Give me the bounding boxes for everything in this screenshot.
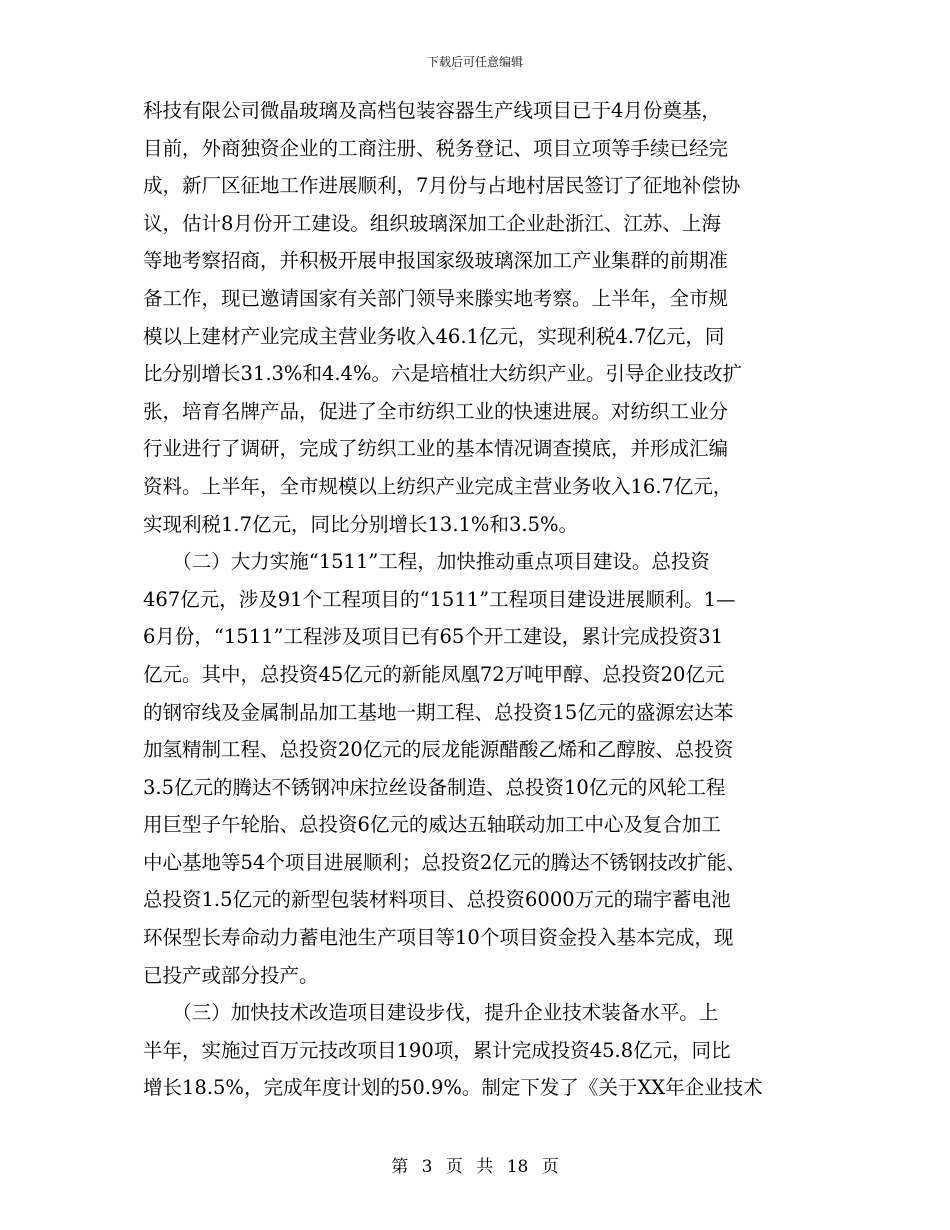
header-note: 下载后可任意编辑	[426, 55, 523, 69]
text-line: 议，估计8月份开工建设。组织玻璃深加工企业赴浙江、江苏、上海	[143, 211, 721, 235]
text-line: 备工作，现已邀请国家有关部门领导来滕实地考察。上半年，全市规	[143, 286, 729, 310]
text-line: 6月份，“1511”工程涉及项目已有65个开工建设，累计完成投资31	[143, 625, 724, 649]
footer-prefix: 第	[391, 1157, 409, 1177]
text-line: 实现利税1.7亿元，同比分别增长13.1%和3.5%。	[143, 512, 578, 536]
page-number-footer	[0, 1152, 950, 1177]
text-line: 半年，实施过百万元技改项目190项，累计完成投资45.8亿元，同比	[143, 1038, 731, 1062]
total-page-count: 18	[506, 1157, 529, 1177]
paragraph-start-line: （三）加快技术改造项目建设步伐，提升企业技术装备水平。上	[143, 1001, 719, 1025]
text-line: 中心基地等54个项目进展顺利；总投资2亿元的腾达不锈钢技改扩能、	[143, 850, 746, 874]
text-line: 目前，外商独资企业的工商注册、税务登记、项目立项等手续已经完	[143, 136, 729, 160]
text-line: 行业进行了调研，完成了纺织工业的基本情况调查摸底，并形成汇编	[143, 437, 729, 461]
text-line: 的钢帘线及金属制品加工基地一期工程、总投资15亿元的盛源宏达苯	[143, 700, 734, 724]
document-body	[143, 92, 813, 1107]
text-line: 环保型长寿命动力蓄电池生产项目等10个项目资金投入基本完成，现	[143, 926, 734, 950]
text-line: 用巨型子午轮胎、总投资6亿元的威达五轴联动加工中心及复合加工	[143, 813, 721, 837]
text-line: 3.5亿元的腾达不锈钢冲床拉丝设备制造、总投资10亿元的风轮工程	[143, 775, 726, 799]
current-page-number: 3	[421, 1157, 433, 1177]
text-line: 加氢精制工程、总投资20亿元的辰龙能源醋酸乙烯和乙醇胺、总投资	[143, 738, 734, 762]
text-line: 已投产或部分投产。	[143, 963, 319, 987]
text-line: 比分别增长31.3%和4.4%。六是培植壮大纺织产业。引导企业技改扩	[143, 362, 742, 386]
text-line: 总投资1.5亿元的新型包装材料项目、总投资6000万元的瑞宇蓄电池	[143, 888, 731, 912]
text-line: 资料。上半年，全市规模以上纺织产业完成主营业务收入16.7亿元，	[143, 474, 733, 498]
text-line: 等地考察招商，并积极开展申报国家级玻璃深加工产业集群的前期准	[143, 249, 729, 273]
text-line: 模以上建材产业完成主营业务收入46.1亿元，实现利税4.7亿元，同	[143, 324, 725, 348]
paragraph-start-line: （二）大力实施“1511”工程，加快推动重点项目建设。总投资	[143, 550, 710, 574]
text-line: 亿元。其中，总投资45亿元的新能凤凰72万吨甲醇、总投资20亿元	[143, 662, 725, 686]
text-line: 张，培育名牌产品，促进了全市纺织工业的快速进展。对纺织工业分	[143, 399, 729, 423]
text-line: 成，新厂区征地工作进展顺利，7月份与占地村居民签订了征地补偿协	[143, 174, 741, 198]
text-line: 增长18.5%，完成年度计划的50.9%。制定下发了《关于XX年企业技术	[143, 1076, 763, 1100]
footer-page-word: 页	[445, 1157, 463, 1177]
text-line: 467亿元，涉及91个工程项目的“1511”工程项目建设进展顺利。1—	[143, 587, 736, 611]
footer-total-word: 共	[476, 1157, 494, 1177]
footer-suffix: 页	[541, 1157, 559, 1177]
text-line: 科技有限公司微晶玻璃及高档包装容器生产线项目已于4月份奠基，	[143, 99, 721, 122]
